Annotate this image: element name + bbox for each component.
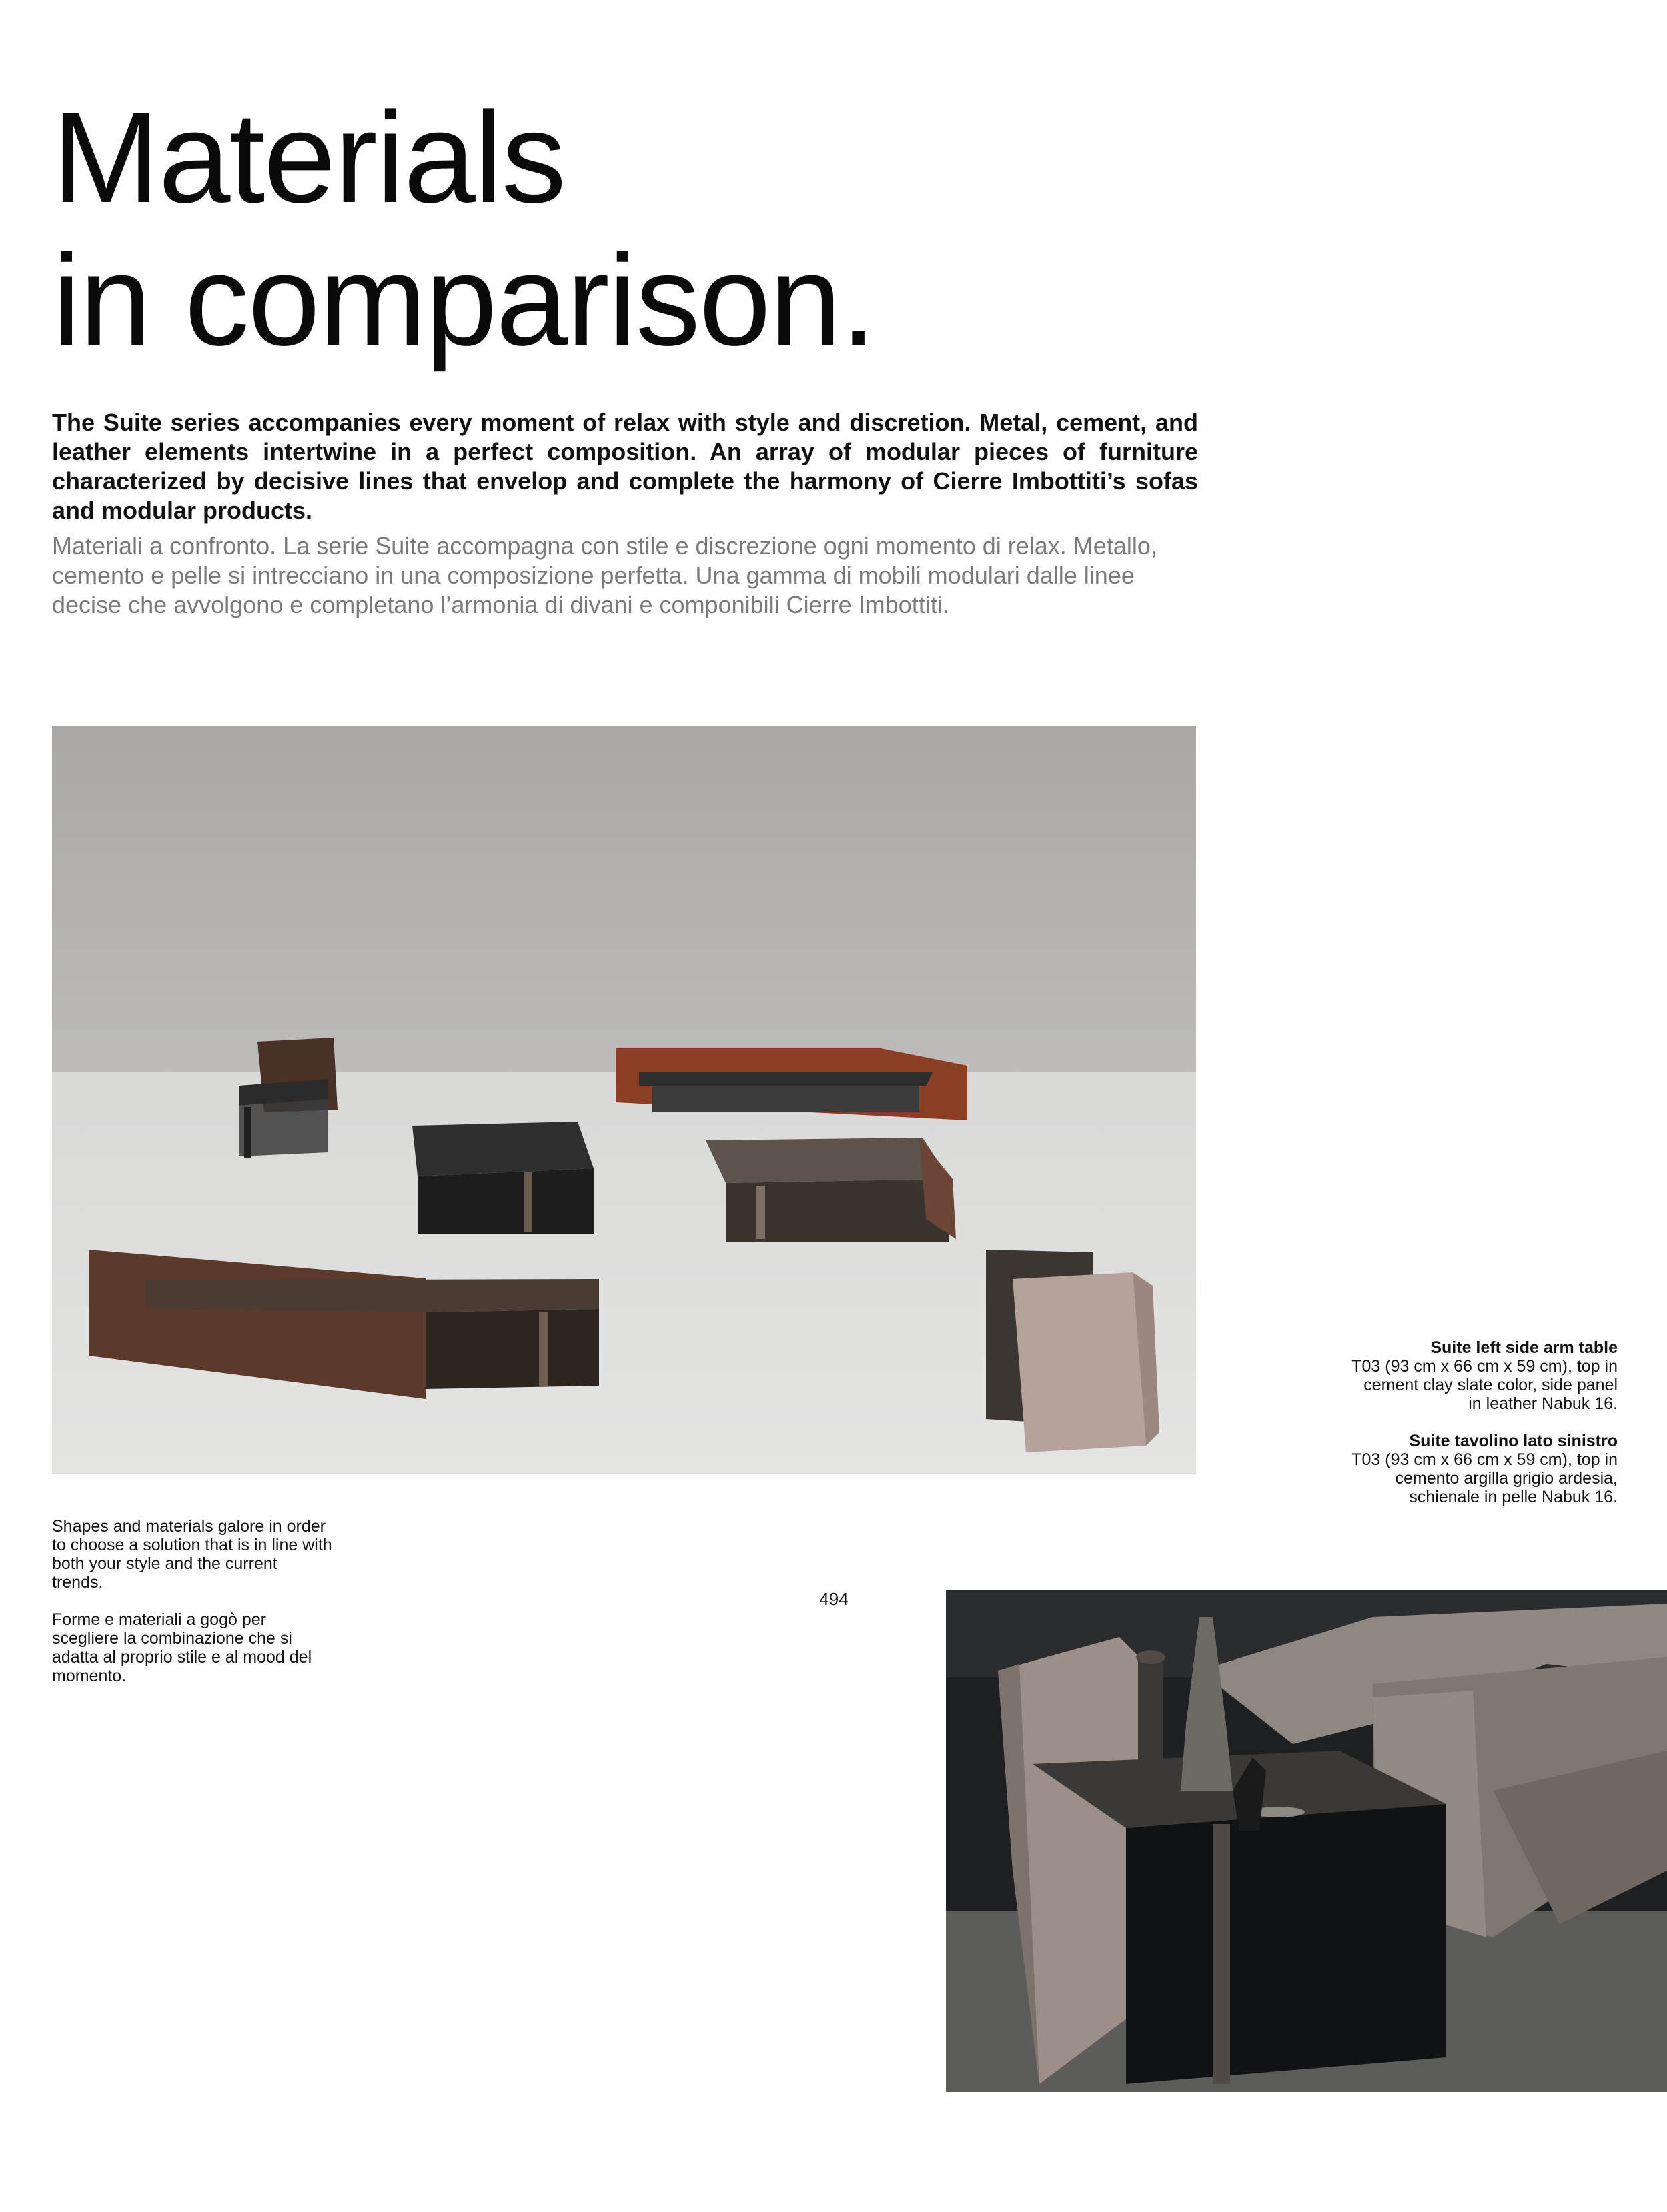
caption-title-english: Suite left side arm table: [1430, 1338, 1618, 1357]
furniture-collection-photo: [52, 726, 1196, 1474]
shapes-caption: [52, 1517, 332, 1704]
intro-italian: Materiali a confronto. La serie Suite accompagna con stile e discrezione ogni momento di relax. Metallo, cemento e pelle si intrecciano in una composizione perfetta. Una gamma di mobili modulari dalle linee decise che avvolgono e completano l’armonia di divani e componibili Cierre Imbottiti.: [52, 532, 1157, 618]
intro-english: The Suite series accompanies every moment of relax with style and discretion. Metal, cement, and leather elements intertwine in a perfect composition. An array of modular pieces of furniture characterized by decisive lines that envelop and complete the harmony of Cierre Imbottiti’s sofas and modular products.: [52, 409, 1198, 524]
title-line-2: in comparison.: [52, 228, 875, 373]
page-title: [52, 87, 1253, 372]
side-table-photo: [946, 1590, 1667, 2092]
page-number: 494: [819, 1589, 849, 1609]
shapes-caption-english: Shapes and materials galore in order to choose a solution that is in line with both your style and the current trends.: [52, 1517, 332, 1592]
caption-body-italian: T03 (93 cm x 66 cm x 59 cm), top in cemento argilla grigio ardesia, schienale in pelle Nabuk 16.: [1351, 1450, 1618, 1506]
caption-title-italian: Suite tavolino lato sinistro: [1409, 1432, 1618, 1450]
title-line-1: Materials: [52, 85, 565, 230]
shapes-caption-italian: Forme e materiali a gogò per scegliere la combinazione che si adatta al proprio stile e al mood del momento.: [52, 1610, 312, 1685]
side-table-caption: [1347, 1338, 1618, 1525]
caption-body-english: T03 (93 cm x 66 cm x 59 cm), top in cement clay slate color, side panel in leather Nabuk 16.: [1351, 1357, 1618, 1413]
